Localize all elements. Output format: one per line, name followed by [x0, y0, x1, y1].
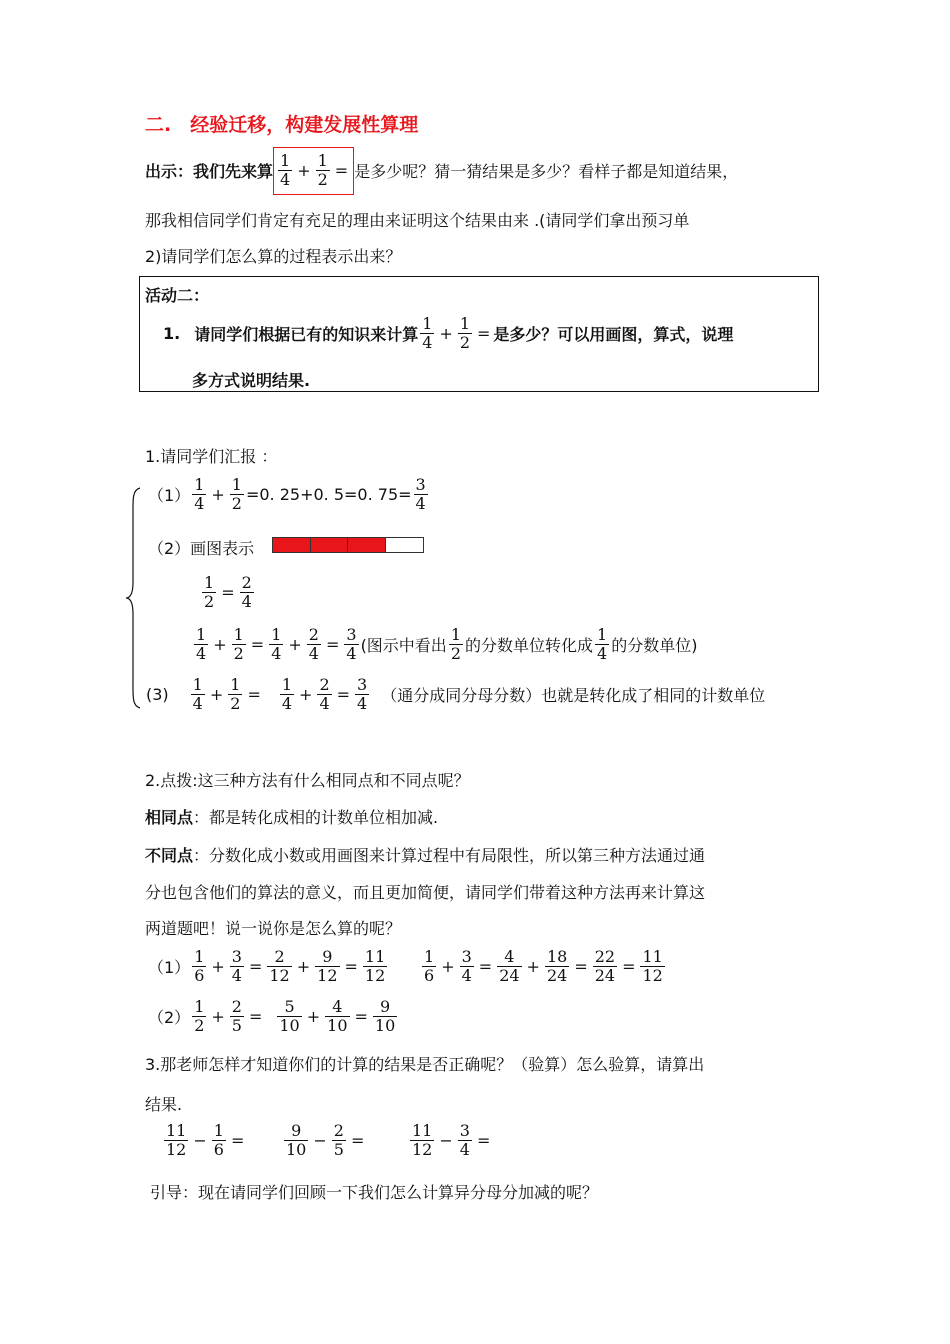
- curly-brace-icon: [124, 486, 142, 710]
- operator: =: [476, 1131, 491, 1151]
- method-2-note-start: (图示中看出: [360, 636, 447, 656]
- same-point-label: 相同点: [145, 808, 194, 827]
- method-2-label: （2）画图表示: [148, 539, 255, 558]
- denominator: 5: [333, 1140, 344, 1160]
- operator: =: [622, 957, 636, 977]
- fraction: [497, 948, 521, 986]
- diff-point-text-1: ：分数化成小数或用画图来计算过程中有局限性，所以第三种方法通过通: [193, 846, 706, 865]
- method-2-note-end: 的分数单位): [611, 636, 698, 656]
- denominator: 4: [280, 170, 291, 190]
- operator: =: [247, 685, 261, 705]
- numerator: 1: [317, 151, 328, 170]
- numerator: 1: [459, 314, 471, 333]
- method-3-label: (3): [146, 685, 169, 705]
- operator: =: [325, 635, 340, 655]
- fraction: [458, 1122, 472, 1160]
- fraction: [363, 948, 387, 986]
- operator: −: [193, 1131, 207, 1151]
- numerator: 2: [241, 573, 252, 592]
- denominator: 12: [412, 1140, 433, 1160]
- same-point: [145, 805, 438, 828]
- operator: =: [336, 685, 351, 705]
- fraction: [267, 948, 291, 986]
- numerator: 1: [424, 947, 435, 966]
- verify-expr-1: [162, 1122, 247, 1160]
- numerator: 4: [332, 997, 343, 1016]
- denominator: 4: [241, 592, 252, 612]
- operator: +: [288, 635, 302, 655]
- denominator: 4: [346, 644, 357, 664]
- method-1: [148, 476, 430, 514]
- fraction: [269, 626, 283, 664]
- fraction: [192, 948, 206, 986]
- fraction: [317, 676, 331, 714]
- diff-point-text-2: 分也包含他们的算法的意义，而且更加简便，请同学们带着这种方法再来计算这: [145, 883, 706, 902]
- denominator: 4: [192, 694, 203, 714]
- denominator: 2: [194, 1016, 205, 1036]
- section-heading: 二. 经验迁移，构建发展性算理: [145, 114, 419, 136]
- numerator: 11: [412, 1121, 433, 1140]
- denominator: 24: [499, 966, 520, 986]
- intro-line-2: 那我相信同学们肯定有充足的理由来证明这个结果由来 .(请同学们拿出预习单: [145, 211, 690, 230]
- problem-2: [148, 998, 399, 1036]
- operator: +: [296, 957, 311, 977]
- verify-line-2: 结果.: [145, 1095, 183, 1114]
- denominator: 2: [317, 170, 328, 190]
- denominator: 2: [204, 592, 215, 612]
- numerator: 11: [166, 1121, 187, 1140]
- intro-line-3: 2)请同学们怎么算的过程表示出来？: [145, 247, 402, 266]
- operator: +: [439, 324, 453, 344]
- numerator: 1: [271, 625, 282, 644]
- operator: =: [344, 957, 358, 977]
- numerator: 1: [280, 151, 291, 170]
- numerator: 1: [230, 675, 241, 694]
- denominator: 4: [231, 966, 242, 986]
- numerator: 1: [231, 475, 242, 494]
- numerator: 18: [546, 947, 568, 966]
- denominator: 6: [194, 966, 205, 986]
- operator: =: [250, 635, 265, 655]
- denominator: 10: [279, 1016, 300, 1036]
- denominator: 6: [213, 1140, 224, 1160]
- numerator: 1: [233, 625, 244, 644]
- denominator: 6: [424, 966, 435, 986]
- denominator: 4: [319, 694, 330, 714]
- operator: =: [221, 583, 235, 603]
- report-title: 1.请同学们汇报 ：: [145, 447, 278, 466]
- fraction: [344, 626, 358, 664]
- bar-segment-3: [348, 538, 386, 552]
- fraction: [410, 1122, 434, 1160]
- denominator: 4: [459, 1140, 470, 1160]
- operator: +: [441, 957, 455, 977]
- operator: =: [477, 324, 491, 344]
- denominator: 12: [166, 1140, 187, 1160]
- operator: =: [478, 957, 493, 977]
- same-point-text: ：都是转化成相的计数单位相加减.: [193, 808, 439, 827]
- intro-expression: [273, 150, 354, 192]
- numerator: 1: [194, 997, 205, 1016]
- denominator: 2: [230, 694, 241, 714]
- numerator: 1: [450, 625, 461, 644]
- numerator: 1: [281, 675, 293, 694]
- numerator: 3: [415, 475, 426, 494]
- denominator: 2: [459, 333, 471, 353]
- fraction: [449, 626, 463, 664]
- numerator: 2: [308, 625, 319, 644]
- denominator: 24: [546, 966, 568, 986]
- numerator: 2: [333, 1121, 344, 1140]
- fraction: [192, 998, 206, 1036]
- denominator: 2: [450, 644, 461, 664]
- operator: +: [211, 485, 225, 505]
- intro-question: 是多少呢？猜一猜结果是多少？看样子都是知道结果，: [354, 162, 739, 182]
- fraction: [230, 948, 244, 986]
- fraction: [284, 1122, 308, 1160]
- problem-1-alt: [420, 948, 667, 986]
- plus-sign: +: [297, 161, 311, 181]
- denominator: 4: [461, 966, 472, 986]
- activity-item-text-a: 请同学们根据已有的知识来计算: [194, 325, 419, 345]
- denominator: 24: [594, 966, 616, 986]
- problem-1: [148, 948, 389, 986]
- fraction: [228, 676, 242, 714]
- operator: +: [211, 1007, 225, 1027]
- fraction: [414, 476, 428, 514]
- denominator: 12: [269, 966, 290, 986]
- numerator: 9: [322, 947, 333, 966]
- activity-item-number: 1.: [163, 324, 181, 344]
- denominator: 4: [308, 644, 319, 664]
- activity-item-text-c: 多方式说明结果.: [192, 371, 311, 390]
- numerator: 3: [231, 947, 242, 966]
- fraction-bar: [272, 537, 424, 553]
- denominator: 4: [271, 644, 282, 664]
- numerator: 1: [196, 625, 207, 644]
- fraction: [307, 626, 321, 664]
- method-3: [146, 676, 765, 714]
- fraction: [640, 948, 664, 986]
- fraction: [545, 948, 569, 986]
- fraction: [460, 948, 474, 986]
- intro-label: 出示：我们先来算: [145, 162, 274, 182]
- fraction: [277, 998, 301, 1036]
- activity-item-1: [163, 315, 733, 353]
- diff-point-text-3: 两道题吧！说一说你是怎么算的呢？: [145, 919, 402, 938]
- fraction: [280, 676, 294, 714]
- fraction: [230, 476, 244, 514]
- highlight-box: [273, 147, 354, 195]
- denominator: 4: [196, 644, 207, 664]
- fraction: [232, 626, 246, 664]
- operator: +: [213, 635, 227, 655]
- operator: =: [574, 957, 588, 977]
- numerator: 22: [594, 947, 616, 966]
- fraction: [164, 1122, 188, 1160]
- fraction: [202, 574, 216, 612]
- problem-2-label: （2）: [148, 1008, 191, 1028]
- activity-item-text-b: 是多少？可以用画图，算式，说理: [493, 325, 734, 345]
- denominator: 4: [281, 694, 293, 714]
- numerator: 1: [204, 573, 215, 592]
- numerator: 1: [422, 314, 433, 333]
- fraction: [192, 476, 206, 514]
- denominator: 12: [317, 966, 338, 986]
- method-1-decimal: =0. 25+0. 5=0. 75=: [245, 485, 412, 505]
- fraction: [191, 676, 205, 714]
- activity-title: 活动二：: [145, 286, 210, 305]
- bar-segment-1: [273, 538, 311, 552]
- verify-line-1: 3.那老师怎样才知道你们的计算的结果是否正确呢？（验算）怎么验算，请算出: [145, 1055, 705, 1074]
- operator: +: [209, 685, 224, 705]
- denominator: 12: [642, 966, 663, 986]
- numerator: 11: [364, 947, 386, 966]
- method-1-label: （1）: [148, 486, 191, 506]
- fraction: [230, 998, 244, 1036]
- method-2-note-mid: 的分数单位转化成: [465, 636, 594, 656]
- operator: =: [350, 1131, 365, 1151]
- denominator: 4: [422, 333, 433, 353]
- numerator: 1: [213, 1121, 224, 1140]
- bar-segment-2: [311, 538, 349, 552]
- operator: =: [248, 957, 263, 977]
- bar-segment-4: [386, 538, 424, 552]
- numerator: 1: [192, 675, 203, 694]
- numerator: 5: [284, 997, 295, 1016]
- numerator: 11: [642, 947, 663, 966]
- numerator: 9: [291, 1121, 302, 1140]
- operator: −: [313, 1131, 327, 1151]
- operator: =: [248, 1007, 263, 1027]
- numerator: 2: [231, 997, 242, 1016]
- equals-sign: =: [334, 161, 349, 181]
- diff-point-label: 不同点: [145, 846, 194, 865]
- numerator: 2: [274, 947, 285, 966]
- operator: =: [354, 1007, 368, 1027]
- denominator: 4: [415, 494, 426, 514]
- method-2-equation: [192, 626, 697, 664]
- numerator: 3: [357, 675, 368, 694]
- discuss-title: 2.点拨:这三种方法有什么相同点和不同点呢？: [145, 771, 470, 790]
- denominator: 12: [364, 966, 386, 986]
- numerator: 3: [459, 1121, 470, 1140]
- fraction: [332, 1122, 346, 1160]
- equivalence-1-2: [200, 574, 256, 612]
- denominator: 4: [357, 694, 368, 714]
- verify-expr-3: [408, 1122, 493, 1160]
- verify-expr-2: [282, 1122, 367, 1160]
- numerator: 3: [461, 947, 472, 966]
- numerator: 4: [504, 947, 515, 966]
- fraction: [240, 574, 254, 612]
- diff-point: [145, 843, 705, 866]
- fraction: [595, 626, 609, 664]
- denominator: 10: [286, 1140, 307, 1160]
- denominator: 5: [231, 1016, 242, 1036]
- numerator: 1: [597, 625, 608, 644]
- numerator: 2: [319, 675, 330, 694]
- denominator: 2: [233, 644, 244, 664]
- fraction: [422, 948, 436, 986]
- denominator: 2: [231, 494, 242, 514]
- fraction: [373, 998, 397, 1036]
- fraction: [325, 998, 349, 1036]
- problem-1-label: （1）: [148, 958, 191, 978]
- operator: +: [211, 957, 225, 977]
- numerator: 3: [346, 625, 357, 644]
- denominator: 4: [194, 494, 205, 514]
- denominator: 10: [374, 1016, 396, 1036]
- fraction: [194, 626, 208, 664]
- fraction: [420, 315, 434, 353]
- fraction: [593, 948, 617, 986]
- numerator: 1: [194, 947, 205, 966]
- fraction: [458, 315, 472, 353]
- numerator: 1: [194, 475, 205, 494]
- operator: +: [299, 685, 313, 705]
- operator: +: [526, 957, 540, 977]
- guide-text: 引导：现在请同学们回顾一下我们怎么计算异分母分加减的呢？: [150, 1183, 599, 1202]
- fraction: [315, 948, 339, 986]
- denominator: 4: [597, 644, 608, 664]
- operator: −: [439, 1131, 453, 1151]
- denominator: 10: [327, 1016, 348, 1036]
- fraction: [355, 676, 369, 714]
- method-3-note: （通分成同分母分数）也就是转化成了相同的计数单位: [381, 686, 766, 706]
- fraction: [212, 1122, 226, 1160]
- operator: =: [230, 1131, 245, 1151]
- numerator: 9: [379, 997, 391, 1016]
- operator: +: [306, 1007, 321, 1027]
- intro-line-1: [145, 150, 738, 192]
